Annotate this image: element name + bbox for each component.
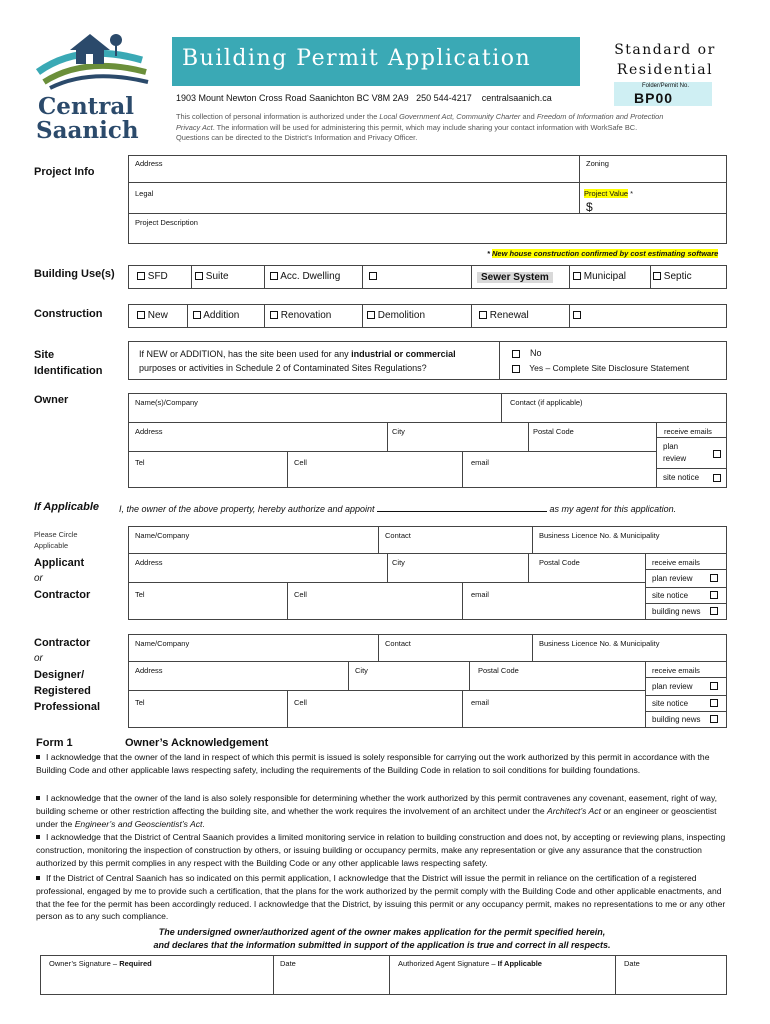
- field-label: Contact: [385, 639, 411, 648]
- permit-type-line2: Residential: [616, 62, 714, 78]
- acknowledgement-2: [36, 792, 728, 830]
- field-label: Address: [135, 159, 163, 168]
- district-website[interactable]: centralsaanich.ca: [481, 93, 552, 103]
- contractor-contact-field[interactable]: [378, 634, 533, 662]
- section-applicant: [34, 555, 90, 603]
- septic-checkbox[interactable]: [653, 272, 661, 280]
- note-star: *: [487, 249, 493, 258]
- section-project-info: Project Info: [34, 166, 95, 178]
- acknowledgement-3: [36, 831, 728, 869]
- field-label: City: [355, 666, 368, 675]
- other-construction-checkbox[interactable]: [573, 311, 581, 319]
- privacy-act-3: Privacy Act: [176, 122, 213, 132]
- site-yes-option[interactable]: [512, 363, 689, 373]
- building-news-label: building news: [652, 715, 701, 724]
- renewal-checkbox[interactable]: [479, 311, 487, 319]
- option-label: Renewal: [489, 310, 529, 321]
- acknowledgement-4: [36, 872, 728, 923]
- field-label: Business Licence No. & Municipality: [539, 531, 660, 540]
- project-zoning-field[interactable]: [579, 155, 727, 183]
- applicant-city-field[interactable]: [387, 553, 529, 583]
- owner-signature-field[interactable]: [40, 955, 274, 995]
- project-address-field[interactable]: [128, 155, 580, 183]
- construction-row: [128, 304, 727, 328]
- site-question-line1: [139, 349, 456, 359]
- field-label: Postal Code: [539, 558, 580, 567]
- option-label: SFD: [147, 271, 168, 282]
- signature-label: Authorized Agent Signature –: [398, 959, 498, 968]
- note-line1: Please Circle: [34, 530, 78, 539]
- owner-contact-field[interactable]: [501, 393, 727, 423]
- applicant-contact-field[interactable]: [378, 526, 533, 554]
- field-label: [49, 959, 152, 968]
- other-use-option[interactable]: [369, 271, 377, 282]
- sfd-option[interactable]: [137, 271, 168, 282]
- applicant-tel-field[interactable]: [128, 582, 288, 620]
- signature-label: Owner’s Signature –: [49, 959, 120, 968]
- agent-name-line[interactable]: [377, 502, 547, 512]
- building-news-checkbox[interactable]: [710, 715, 718, 723]
- section-owner: Owner: [34, 394, 69, 406]
- applicant-licence-field[interactable]: [532, 526, 727, 554]
- applicant-name-field[interactable]: [128, 526, 379, 554]
- building-use-row: [128, 265, 727, 289]
- section-label-line1: Site: [34, 349, 55, 361]
- paragraph-italic: Architect’s Act: [546, 805, 601, 816]
- paragraph-italic-2: Engineer’s and Geoscientist’s Act: [74, 818, 203, 829]
- folder-permit-box[interactable]: [614, 82, 712, 106]
- owner-city-field[interactable]: [387, 422, 529, 452]
- dollar-sign: $: [586, 200, 593, 214]
- section-if-applicable: If Applicable: [34, 501, 99, 513]
- addition-option[interactable]: [193, 310, 239, 321]
- site-notice-label: site notice: [652, 699, 689, 708]
- option-label: No: [530, 348, 542, 358]
- please-circle-note: [34, 529, 78, 551]
- field-label: Zoning: [586, 159, 609, 168]
- owner-address-field[interactable]: [128, 422, 388, 452]
- project-value-label: Project Value: [584, 189, 629, 198]
- logo-text-central: Central: [38, 93, 135, 120]
- bullet-icon: [36, 796, 40, 800]
- question-bold: industrial or commercial: [351, 349, 456, 359]
- page-title: Building Permit Application: [182, 46, 532, 71]
- privacy-notice: [176, 112, 716, 144]
- field-label: email: [471, 698, 489, 707]
- paragraph-text: If the District of Central Saanich has so indicated on this permit application, I acknowledge that the District will issue the permit in reliance on the certification of a registered professional, engaged by me to provide such a certification, that the plans for the work authorized by the permit comply with the Building Code and other applicable enactments, and that the fee for the permit has been accordingly reduced. I acknowledge that the District, by issuing this permit or any occupancy permit, makes no representations to me or any other person as to any such compliance.: [36, 873, 726, 922]
- plan-review-label: plan review: [652, 574, 693, 583]
- field-label: Date: [280, 959, 296, 968]
- field-label: Cell: [294, 590, 307, 599]
- agent-authorization: [119, 502, 676, 514]
- option-label: Suite: [205, 271, 229, 282]
- field-label: Address: [135, 558, 163, 567]
- privacy-text-4: Questions can be directed to the District’s Information and Privacy Officer.: [176, 133, 418, 142]
- demolition-checkbox[interactable]: [367, 311, 375, 319]
- contractor-receive-emails: [645, 661, 727, 728]
- site-notice-checkbox[interactable]: [710, 699, 718, 707]
- site-answer-box: [499, 341, 727, 380]
- logo-house-icon: [30, 22, 150, 90]
- contractor-postal-field[interactable]: [469, 661, 646, 691]
- section-contractor-designer: [34, 635, 100, 715]
- sewer-system-label: Sewer System: [477, 272, 553, 283]
- building-news-label: building news: [652, 607, 701, 616]
- privacy-text-3: . The information will be used for administering this permit, which may include sharing your contact information with WorkSafe BC.: [212, 122, 638, 132]
- privacy-act-1: Local Government Act, Community Charter: [379, 112, 521, 121]
- field-label: Name(s)/Company: [135, 398, 198, 407]
- professional-title: Professional: [34, 701, 101, 713]
- declaration: [36, 926, 728, 952]
- project-description-field[interactable]: [128, 213, 727, 244]
- renewal-option[interactable]: [479, 310, 529, 321]
- applicant-receive-emails: [645, 553, 727, 620]
- field-label: Address: [135, 666, 163, 675]
- contractor-address-field[interactable]: [128, 661, 349, 691]
- owner-receive-emails: [656, 422, 727, 488]
- agent-signature-field[interactable]: [389, 955, 616, 995]
- project-legal-field[interactable]: [128, 182, 580, 214]
- bullet-icon: [36, 835, 40, 839]
- owner-email-field[interactable]: [462, 451, 657, 488]
- field-label: Cell: [294, 698, 307, 707]
- other-construction-option[interactable]: [573, 310, 581, 321]
- acc-dwelling-option[interactable]: [270, 271, 340, 282]
- field-label: Contact (if applicable): [510, 398, 583, 407]
- permit-type: [600, 40, 730, 80]
- option-label: review: [663, 454, 687, 463]
- bullet-icon: [36, 876, 40, 880]
- addition-checkbox[interactable]: [193, 311, 201, 319]
- section-site-identification: [34, 347, 102, 379]
- site-notice-label: site notice: [652, 591, 689, 600]
- owner-name-field[interactable]: [128, 393, 502, 423]
- contractor-or: or: [34, 653, 43, 664]
- option-label: Demolition: [377, 310, 426, 321]
- field-label: Tel: [135, 590, 145, 599]
- field-label: Contact: [385, 531, 411, 540]
- field-label: Tel: [135, 458, 145, 467]
- declaration-line1: The undersigned owner/authorized agent of the owner makes application for the permit specified herein,: [158, 927, 606, 937]
- privacy-text-2: and: [520, 112, 537, 121]
- field-label: Tel: [135, 698, 145, 707]
- logo-text-saanich: Saanich: [36, 117, 139, 144]
- option-label: plan: [663, 442, 679, 451]
- plan-review-checkbox[interactable]: [710, 682, 718, 690]
- designer-title: Designer/: [34, 669, 85, 681]
- registered-title: Registered: [34, 685, 91, 697]
- section-label-line2: Identification: [34, 365, 103, 377]
- option-label: Acc. Dwelling: [280, 271, 341, 282]
- municipal-option[interactable]: [573, 271, 626, 282]
- cost-estimate-note: [487, 249, 718, 258]
- sfd-checkbox[interactable]: [137, 272, 145, 280]
- paragraph-end: .: [202, 818, 205, 829]
- municipal-checkbox[interactable]: [573, 272, 581, 280]
- contractor-licence-field[interactable]: [532, 634, 727, 662]
- form-title: Owner’s Acknowledgement: [125, 737, 269, 749]
- note-line2: Applicable: [34, 541, 69, 550]
- plan-review-checkbox[interactable]: [710, 574, 718, 582]
- acc-dwelling-checkbox[interactable]: [270, 272, 278, 280]
- field-label: Date: [624, 959, 640, 968]
- site-notice-checkbox[interactable]: [710, 591, 718, 599]
- declaration-line2: and declares that the information submitted in support of the application is true and correct in all respects.: [153, 940, 611, 950]
- site-question-line2: purposes or activities in Schedule 2 of Contaminated Sites Regulations?: [139, 363, 427, 373]
- applicant-address-field[interactable]: [128, 553, 388, 583]
- applicant-postal-field[interactable]: [528, 553, 646, 583]
- applicant-email-field[interactable]: [462, 582, 646, 620]
- section-construction: Construction: [34, 308, 103, 320]
- form-label: Form 1: [36, 737, 73, 749]
- option-label: New: [147, 310, 168, 321]
- field-label: email: [471, 458, 489, 467]
- plan-review-label: plan review: [652, 682, 693, 691]
- site-notice-label: site notice: [663, 473, 700, 482]
- paragraph-text: I acknowledge that the owner of the land is also solely responsible for determining whether the work authorized by this permit contravenes any covenant, easement, right of way, building scheme or other restriction affecting the building site, and whether the work requires the involvement of an architect under the: [36, 793, 717, 816]
- project-value-star: *: [628, 189, 634, 198]
- site-no-checkbox[interactable]: [512, 350, 520, 358]
- signature-required: Required: [119, 959, 152, 968]
- acknowledgement-1: [36, 751, 728, 777]
- site-no-option[interactable]: [512, 348, 542, 358]
- option-label: Renovation: [280, 310, 332, 321]
- receive-emails-label: receive emails: [652, 666, 700, 675]
- other-use-checkbox[interactable]: [369, 272, 377, 280]
- field-label: Project Description: [135, 218, 198, 227]
- field-label: [398, 959, 542, 968]
- demolition-option[interactable]: [367, 310, 425, 321]
- owner-cell-field[interactable]: [287, 451, 463, 488]
- owner-postal-field[interactable]: [528, 422, 657, 452]
- field-label: email: [471, 590, 489, 599]
- district-logo: [30, 22, 150, 142]
- option-label: Yes – Complete Site Disclosure Statement: [529, 363, 690, 373]
- contractor-tel-field[interactable]: [128, 690, 288, 728]
- applicant-title-2: Contractor: [34, 589, 91, 601]
- privacy-text-1: This collection of personal information is authorized under the: [176, 112, 380, 121]
- applicant-cell-field[interactable]: [287, 582, 463, 620]
- project-value-field[interactable]: [579, 182, 727, 214]
- field-label: [584, 189, 633, 198]
- privacy-act-2: Freedom of Information and Protection: [536, 112, 664, 121]
- receive-emails-label: receive emails: [652, 558, 700, 567]
- contractor-cell-field[interactable]: [287, 690, 463, 728]
- authorization-text-end: as my agent for this application.: [549, 504, 677, 514]
- plan-review-option[interactable]: [663, 441, 686, 465]
- agent-date-field[interactable]: [615, 955, 727, 995]
- field-label: Business Licence No. & Municipality: [539, 639, 660, 648]
- suite-checkbox[interactable]: [195, 272, 203, 280]
- district-phone: 250 544-4217: [416, 93, 472, 103]
- contractor-city-field[interactable]: [348, 661, 470, 691]
- building-news-checkbox[interactable]: [710, 607, 718, 615]
- field-label: Postal Code: [478, 666, 519, 675]
- section-building-use: Building Use(s): [34, 268, 115, 280]
- new-checkbox[interactable]: [137, 311, 145, 319]
- bullet-icon: [36, 755, 40, 759]
- site-yes-checkbox[interactable]: [512, 365, 520, 373]
- septic-option[interactable]: [653, 271, 692, 282]
- contractor-name-field[interactable]: [128, 634, 379, 662]
- folder-permit-label: Folder/Permit No.: [642, 83, 690, 89]
- option-label: Septic: [663, 271, 692, 282]
- renovation-option[interactable]: [270, 310, 331, 321]
- paragraph-text: I acknowledge that the owner of the land in respect of which this permit is issued is solely responsible for carrying out the work authorized by this permit in accordance with the Building Code and other applicable laws respecting safety, including the requirements of the Building Code in relation to soil conditions for building foundations.: [36, 752, 710, 775]
- district-address: 1903 Mount Newton Cross Road Saanichton BC V8M 2A9: [176, 93, 409, 103]
- contractor-title: Contractor: [34, 637, 91, 649]
- field-label: Name/Company: [135, 639, 190, 648]
- receive-emails-label: receive emails: [664, 427, 712, 436]
- field-label: Cell: [294, 458, 307, 467]
- signature-required: If Applicable: [497, 959, 542, 968]
- applicant-or: or: [34, 573, 43, 584]
- authorization-text: I, the owner of the above property, hereby authorize and appoint: [119, 504, 375, 514]
- folder-permit-value: BP00: [634, 90, 674, 106]
- contractor-email-field[interactable]: [462, 690, 646, 728]
- suite-option[interactable]: [195, 271, 229, 282]
- field-label: Postal Code: [533, 427, 574, 436]
- paragraph-text-2: or an engineer or geoscientist under the: [36, 805, 717, 829]
- permit-type-line1: Standard or: [614, 42, 716, 58]
- field-label: Address: [135, 427, 163, 436]
- site-question-box: [128, 341, 500, 380]
- blank-cell: [362, 266, 472, 288]
- field-label: City: [392, 427, 405, 436]
- new-option[interactable]: [137, 310, 168, 321]
- site-notice-checkbox[interactable]: [713, 474, 721, 482]
- field-label: Legal: [135, 189, 154, 198]
- option-label: Addition: [203, 310, 240, 321]
- paragraph-text: I acknowledge that the District of Central Saanich provides a limited monitoring service in relation to building construction and does not, by accepting or reviewing plans, inspecting construction, monitoring the inspection of construction by others, or issuing building or occupancy permits, make any representation or give any assurance that the construction authorized by this permit complies in any respect with the Building Code or any other applicable laws respecting safety.: [36, 832, 726, 868]
- owner-tel-field[interactable]: [128, 451, 288, 488]
- question-text: If NEW or ADDITION, has the site been used for any: [139, 349, 352, 359]
- owner-date-field[interactable]: [273, 955, 390, 995]
- field-label: Name/Company: [135, 531, 190, 540]
- title-banner: [172, 37, 580, 86]
- field-label: City: [392, 558, 405, 567]
- applicant-title: Applicant: [34, 557, 85, 569]
- note-text: New house construction confirmed by cost estimating software: [492, 249, 719, 258]
- district-contact-line: [176, 93, 552, 103]
- renovation-checkbox[interactable]: [270, 311, 278, 319]
- option-label: Municipal: [583, 271, 627, 282]
- plan-review-checkbox[interactable]: [713, 450, 721, 458]
